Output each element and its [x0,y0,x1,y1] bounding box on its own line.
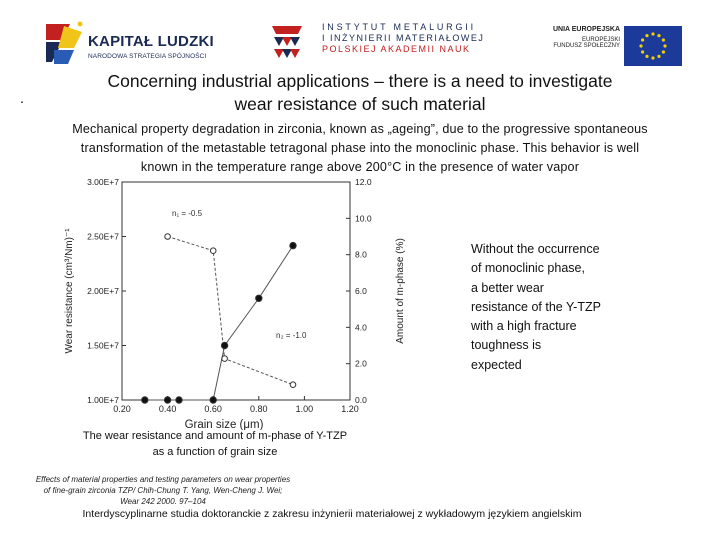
y-right-tick-label: 0.0 [355,395,367,405]
kapital-ludzki-subtitle: NARODOWA STRATEGIA SPÓJNOŚCI [88,53,207,60]
institute-name-line3: POLSKIEJ AKADEMII NAUK [322,44,471,54]
intro-line1: Mechanical property degradation in zirconia, known as „ageing”, due to the progressive spontaneous [72,122,648,136]
y-right-tick-label: 6.0 [355,286,367,296]
y-right-tick-label: 2.0 [355,358,367,369]
eu-star-icon [641,50,644,53]
y-left-tick-label: 2.00E+7 [87,286,119,296]
y-left-tick-label: 2.50E+7 [87,231,119,242]
y-right-tick-label: 8.0 [355,249,367,260]
side-note-line: toughness is [471,338,542,353]
x-tick-label: 1.20 [341,404,359,414]
data-point [210,397,216,403]
data-point [164,397,170,403]
eu-fund-line1: UNIA EUROPEJSKA [552,26,620,33]
x-tick-label: 0.60 [204,404,222,414]
institute-logo [270,20,485,66]
chart-caption [40,428,390,460]
data-point [290,242,296,248]
wear-resistance-chart [60,176,420,430]
annotation-n2: n₂ = -1.0 [276,331,307,340]
side-note [471,240,661,375]
eu-flag-icon [624,26,682,66]
series-line-2 [145,246,293,400]
institute-name-line2: I INŻYNIERII MATERIAŁOWEJ [322,33,485,43]
eu-fund-text [553,26,620,49]
data-point [221,342,227,348]
kapital-ludzki-logo [40,18,230,68]
institute-emblem-icon [270,24,304,62]
y-left-tick-label: 1.00E+7 [87,395,119,405]
y-right-axis-label: Amount of m-phase (%) [395,238,406,344]
chart-series-lines [145,237,293,401]
data-point [142,397,148,403]
eu-star-icon [639,44,642,47]
side-note-line: expected [471,357,522,372]
x-tick-label: 0.20 [113,404,131,414]
data-point [165,234,171,240]
footer-text: Interdyscyplinarne studia doktoranckie z zakresu inżynierii materiałowej z wykładowym językiem angielskim [82,508,582,520]
slide-title-line1: Concerning industrial applications – there is a need to investigate [107,71,613,91]
eu-star-icon [645,34,648,37]
y-left-axis-label: Wear resistance (cm³/Nm)⁻¹ [64,228,75,354]
y-right-tick-label: 12.0 [355,177,372,187]
data-point [290,382,296,388]
x-tick-label: 1.00 [295,404,314,414]
x-axis-label: Grain size (μm) [184,419,264,430]
data-point [176,397,182,403]
intro-line2: transformation of the metastable tetragonal phase into the monoclinic phase. This behavior is well [80,141,640,155]
y-right-tick-label: 4.0 [355,322,367,333]
y-right-tick-label: 10.0 [355,213,372,224]
eu-fund-line2: EUROPEJSKI [581,37,620,43]
institute-name-line1: INSTYTUT METALURGII [322,22,476,32]
eu-star-icon [645,55,648,58]
reference-line1: Effects of material properties and testing parameters on wear properties [35,475,291,484]
chart-series-points [142,234,297,404]
eu-fund-line3: FUNDUSZ SPOŁECZNY [553,43,620,49]
plot-frame [122,182,350,400]
caption-line1: The wear resistance and amount of m-phase of Y-TZP [82,430,348,442]
side-note-line: resistance of the Y-TZP [471,299,601,314]
chart-ticks [87,177,372,414]
slide-title-line2: wear resistance of such material [234,94,486,114]
eu-star-icon [651,32,654,35]
reference-line2: of fine-grain zirconia TZP/ Chih-Chung T. Yang, Wen-Cheng J. Wei; [43,486,283,495]
bullet-dot: . [20,90,24,106]
series-line-1 [168,237,293,385]
annotation-n1: n₁ = -0.5 [172,209,203,218]
data-point [256,295,262,301]
eu-fund-logo [536,24,682,66]
eu-star-icon [657,55,660,58]
reference-line3: Wear 242 2000. 97–104 [120,497,206,506]
eu-star-icon [641,38,644,41]
kapital-ludzki-emblem-icon [40,18,84,66]
slide-title [0,70,720,116]
eu-star-icon [651,56,654,59]
side-note-line: a better wear [471,280,544,295]
data-point [222,356,228,362]
data-point [210,248,216,254]
eu-star-icon [662,38,665,41]
intro-paragraph [20,120,700,177]
side-note-line: with a high fracture [471,319,577,334]
eu-star-icon [662,50,665,53]
intro-line3: known in the temperature range above 200°C in the presence of water vapor [140,160,580,174]
kapital-ludzki-title: KAPITAŁ LUDZKI [88,33,214,50]
source-reference [4,474,322,507]
caption-line2: as a function of grain size [152,446,278,458]
y-left-tick-label: 3.00E+7 [87,177,119,187]
x-tick-label: 0.40 [158,404,177,414]
eu-star-icon [663,44,666,47]
eu-star-icon [657,34,660,37]
y-left-tick-label: 1.50E+7 [87,340,119,351]
side-note-line: of monoclinic phase, [471,261,585,276]
side-note-line: Without the occurrence [471,242,600,256]
x-tick-label: 0.80 [250,404,268,414]
